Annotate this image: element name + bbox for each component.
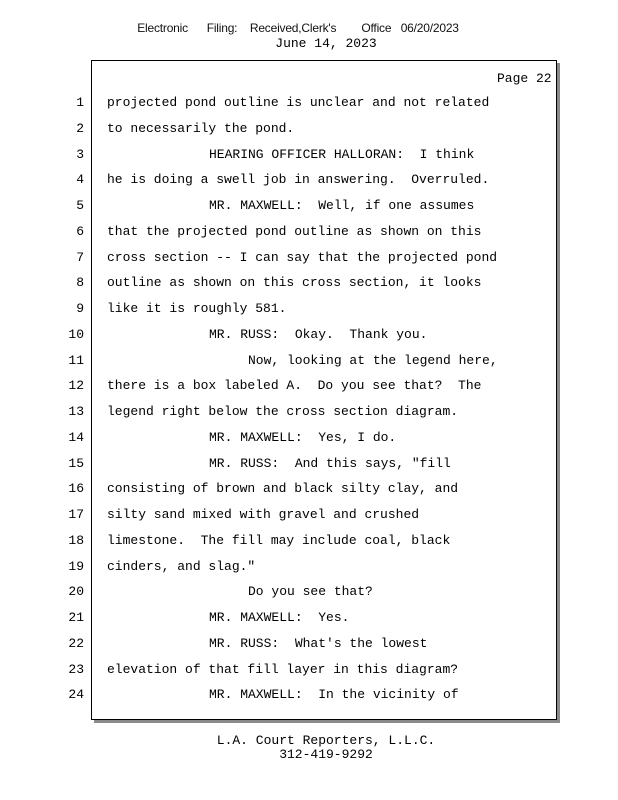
hearing-date: June 14, 2023 [275,36,377,51]
transcript-line: MR. RUSS: What's the lowest [209,636,428,651]
line-number: 3 [76,147,84,162]
filing-stamp: Electronic Filing: Received,Clerk's Office 06/20/2023 [137,21,459,35]
line-number: 10 [68,327,84,342]
transcript-line: outline as shown on this cross section, it looks [107,275,482,290]
transcript-line: HEARING OFFICER HALLORAN: I think [209,147,475,162]
line-number: 22 [68,636,84,651]
line-number: 20 [68,584,84,599]
page-number-label: Page 22 [497,71,552,86]
court-reporter-name: L.A. Court Reporters, L.L.C. [216,733,436,748]
line-number: 21 [68,610,84,625]
line-number: 4 [76,172,84,187]
transcript-line: MR. MAXWELL: Yes, I do. [209,430,397,445]
transcript-line: silty sand mixed with gravel and crushed [107,507,420,522]
transcript-line: legend right below the cross section diagram. [107,404,459,419]
court-reporter-phone: 312-419-9292 [279,747,373,762]
transcript-line: MR. RUSS: And this says, "fill [209,456,451,471]
line-number: 6 [76,224,84,239]
line-number: 13 [68,404,84,419]
transcript-line: MR. RUSS: Okay. Thank you. [209,327,428,342]
transcript-line: like it is roughly 581. [107,301,287,316]
line-number: 15 [68,456,84,471]
transcript-line: MR. MAXWELL: In the vicinity of [209,687,459,702]
line-number: 7 [76,250,84,265]
line-number: 17 [68,507,84,522]
transcript-line: MR. MAXWELL: Well, if one assumes [209,198,475,213]
transcript-line: he is doing a swell job in answering. Overruled. [107,172,490,187]
line-number: 9 [76,301,84,316]
line-number: 16 [68,481,84,496]
line-number: 23 [68,662,84,677]
transcript-line: cinders, and slag." [107,559,256,574]
transcript-line: MR. MAXWELL: Yes. [209,610,350,625]
transcript-line: Do you see that? [248,584,373,599]
transcript-line: limestone. The fill may include coal, black [107,533,451,548]
transcript-line: that the projected pond outline as shown on this [107,224,482,239]
line-number: 14 [68,430,84,445]
transcript-line: Now, looking at the legend here, [248,353,498,368]
transcript-line: projected pond outline is unclear and not related [107,95,490,110]
transcript-line: elevation of that fill layer in this diagram? [107,662,459,677]
transcript-line: to necessarily the pond. [107,121,295,136]
line-number: 11 [68,353,84,368]
line-number: 18 [68,533,84,548]
line-number: 24 [68,687,84,702]
line-number: 2 [76,121,84,136]
transcript-line: cross section -- I can say that the projected pond [107,250,498,265]
line-number: 12 [68,378,84,393]
line-number: 5 [76,198,84,213]
transcript-line: consisting of brown and black silty clay, and [107,481,459,496]
line-number: 19 [68,559,84,574]
transcript-line: there is a box labeled A. Do you see that? The [107,378,482,393]
line-number: 1 [76,95,84,110]
line-number: 8 [76,275,84,290]
